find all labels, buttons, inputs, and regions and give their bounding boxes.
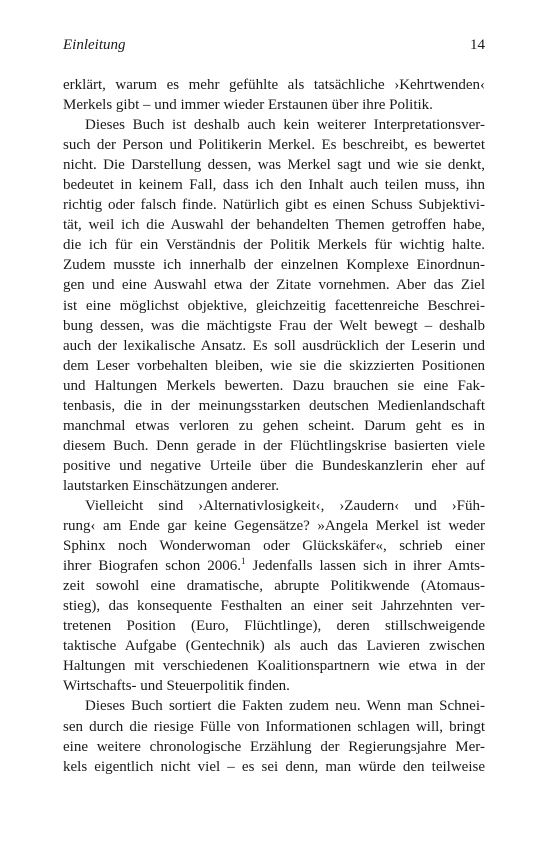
- text-line: bedeutet in keinem Fall, dass ich den Inhalt auch teilen muss, ihn: [63, 177, 485, 194]
- text-line: Haltungen mit verschiedenen Koalitionspartnern wie etwa in der: [63, 658, 485, 675]
- text-line: Sphinx noch Wonderwoman oder Glückskäfer«, schrieb einer: [63, 538, 485, 555]
- text-line: Vielleicht sind ›Alternativlosigkeit‹, ›Zaudern‹ und ›Füh-: [85, 497, 485, 514]
- text-line: tät, weil ich die Auswahl der behandelten Themen getroffen habe,: [63, 217, 485, 234]
- text-line: gen und eine Auswahl etwa der Zitate vornehmen. Aber das Ziel: [63, 277, 485, 294]
- text-line: ist eine möglichst objektive, gleichzeitig facettenreiche Beschrei-: [63, 297, 485, 314]
- text-line: Dieses Buch sortiert die Fakten zudem neu. Wenn man Schnei-: [85, 698, 485, 715]
- text-line: kels eigentlich nicht viel – es sei denn, man würde den teilweise: [63, 758, 485, 775]
- running-head: [63, 36, 485, 54]
- text-line: zeit sowohl eine dramatische, abrupte Politikwende (Atomaus-: [63, 578, 485, 595]
- text-line: richtig oder falsch finde. Natürlich gibt es einen Schuss Subjektivi-: [63, 197, 485, 214]
- text-line: sen durch die riesige Fülle von Informationen schlagen will, bringt: [63, 718, 485, 735]
- page-number: 14: [470, 37, 485, 53]
- text-line: Zudem musste ich innerhalb der einzelnen Komplexe Einordnun-: [63, 257, 485, 274]
- text-line: rung‹ am Ende gar keine Gegensätze? »Angela Merkel ist weder: [63, 518, 485, 535]
- text-line: manchmal etwas verloren zu gehen scheint. Darum geht es in: [63, 417, 485, 434]
- text-line: such der Person und Politikerin Merkel. Es beschreibt, es bewertet: [63, 137, 485, 154]
- body-text: [63, 75, 485, 777]
- text-line: und Haltungen Merkels bewerten. Dazu brauchen sie eine Fak-: [63, 377, 485, 394]
- text-line: tenbasis, die in der meinungsstarken deutschen Medienlandschaft: [63, 397, 485, 414]
- text-line: die ich für ein Verständnis der Politik Merkels für wichtig halte.: [63, 237, 485, 254]
- text-line: dem Leser vorbehalten bleiben, wie sie die skizzierten Positionen: [63, 357, 485, 374]
- text-line-with-footnote: [63, 556, 485, 576]
- text-line: Dieses Buch ist deshalb auch kein weiterer Interpretationsver-: [85, 117, 485, 134]
- book-page: [63, 36, 485, 777]
- text-segment: ihrer Biografen schon 2006.: [63, 558, 242, 575]
- text-line: nicht. Die Darstellung dessen, was Merkel sagt und wie sie denkt,: [63, 157, 485, 174]
- text-segment: Jedenfalls lassen sich in ihrer Amts-: [245, 558, 485, 575]
- text-line: erklärt, warum es mehr gefühlte als tatsächliche ›Kehrtwenden‹: [63, 77, 485, 93]
- text-line: Wirtschafts- und Steuerpolitik finden.: [63, 678, 290, 695]
- text-line: stieg), das konsequente Festhalten an einer seit Jahrzehnten ver-: [63, 598, 485, 615]
- footnote-reference[interactable]: 1: [241, 556, 246, 567]
- text-line: auch der lexikalische Ansatz. Es soll ausdrücklich der Leserin und: [63, 337, 485, 354]
- text-line: tretenen Position (Euro, Flüchtlinge), deren stillschweigende: [63, 618, 485, 635]
- text-line: taktische Aufgabe (Gentechnik) als auch das Lavieren zwischen: [63, 638, 485, 655]
- text-line: diesem Buch. Denn gerade in der Flüchtlingskrise basierten viele: [63, 437, 485, 454]
- chapter-title: Einleitung: [63, 37, 126, 53]
- text-line: Merkels gibt – und immer wieder Erstaunen über ihre Politik.: [63, 97, 433, 114]
- text-line: eine weitere chronologische Erzählung der Regierungsjahre Mer-: [63, 738, 485, 755]
- text-line: lautstarken Einschätzungen anderer.: [63, 477, 280, 494]
- text-line: positive und negative Urteile über die Bundeskanzlerin eher auf: [63, 457, 485, 474]
- text-line: bung dessen, was die mächtigste Frau der Welt bewegt – deshalb: [63, 317, 485, 334]
